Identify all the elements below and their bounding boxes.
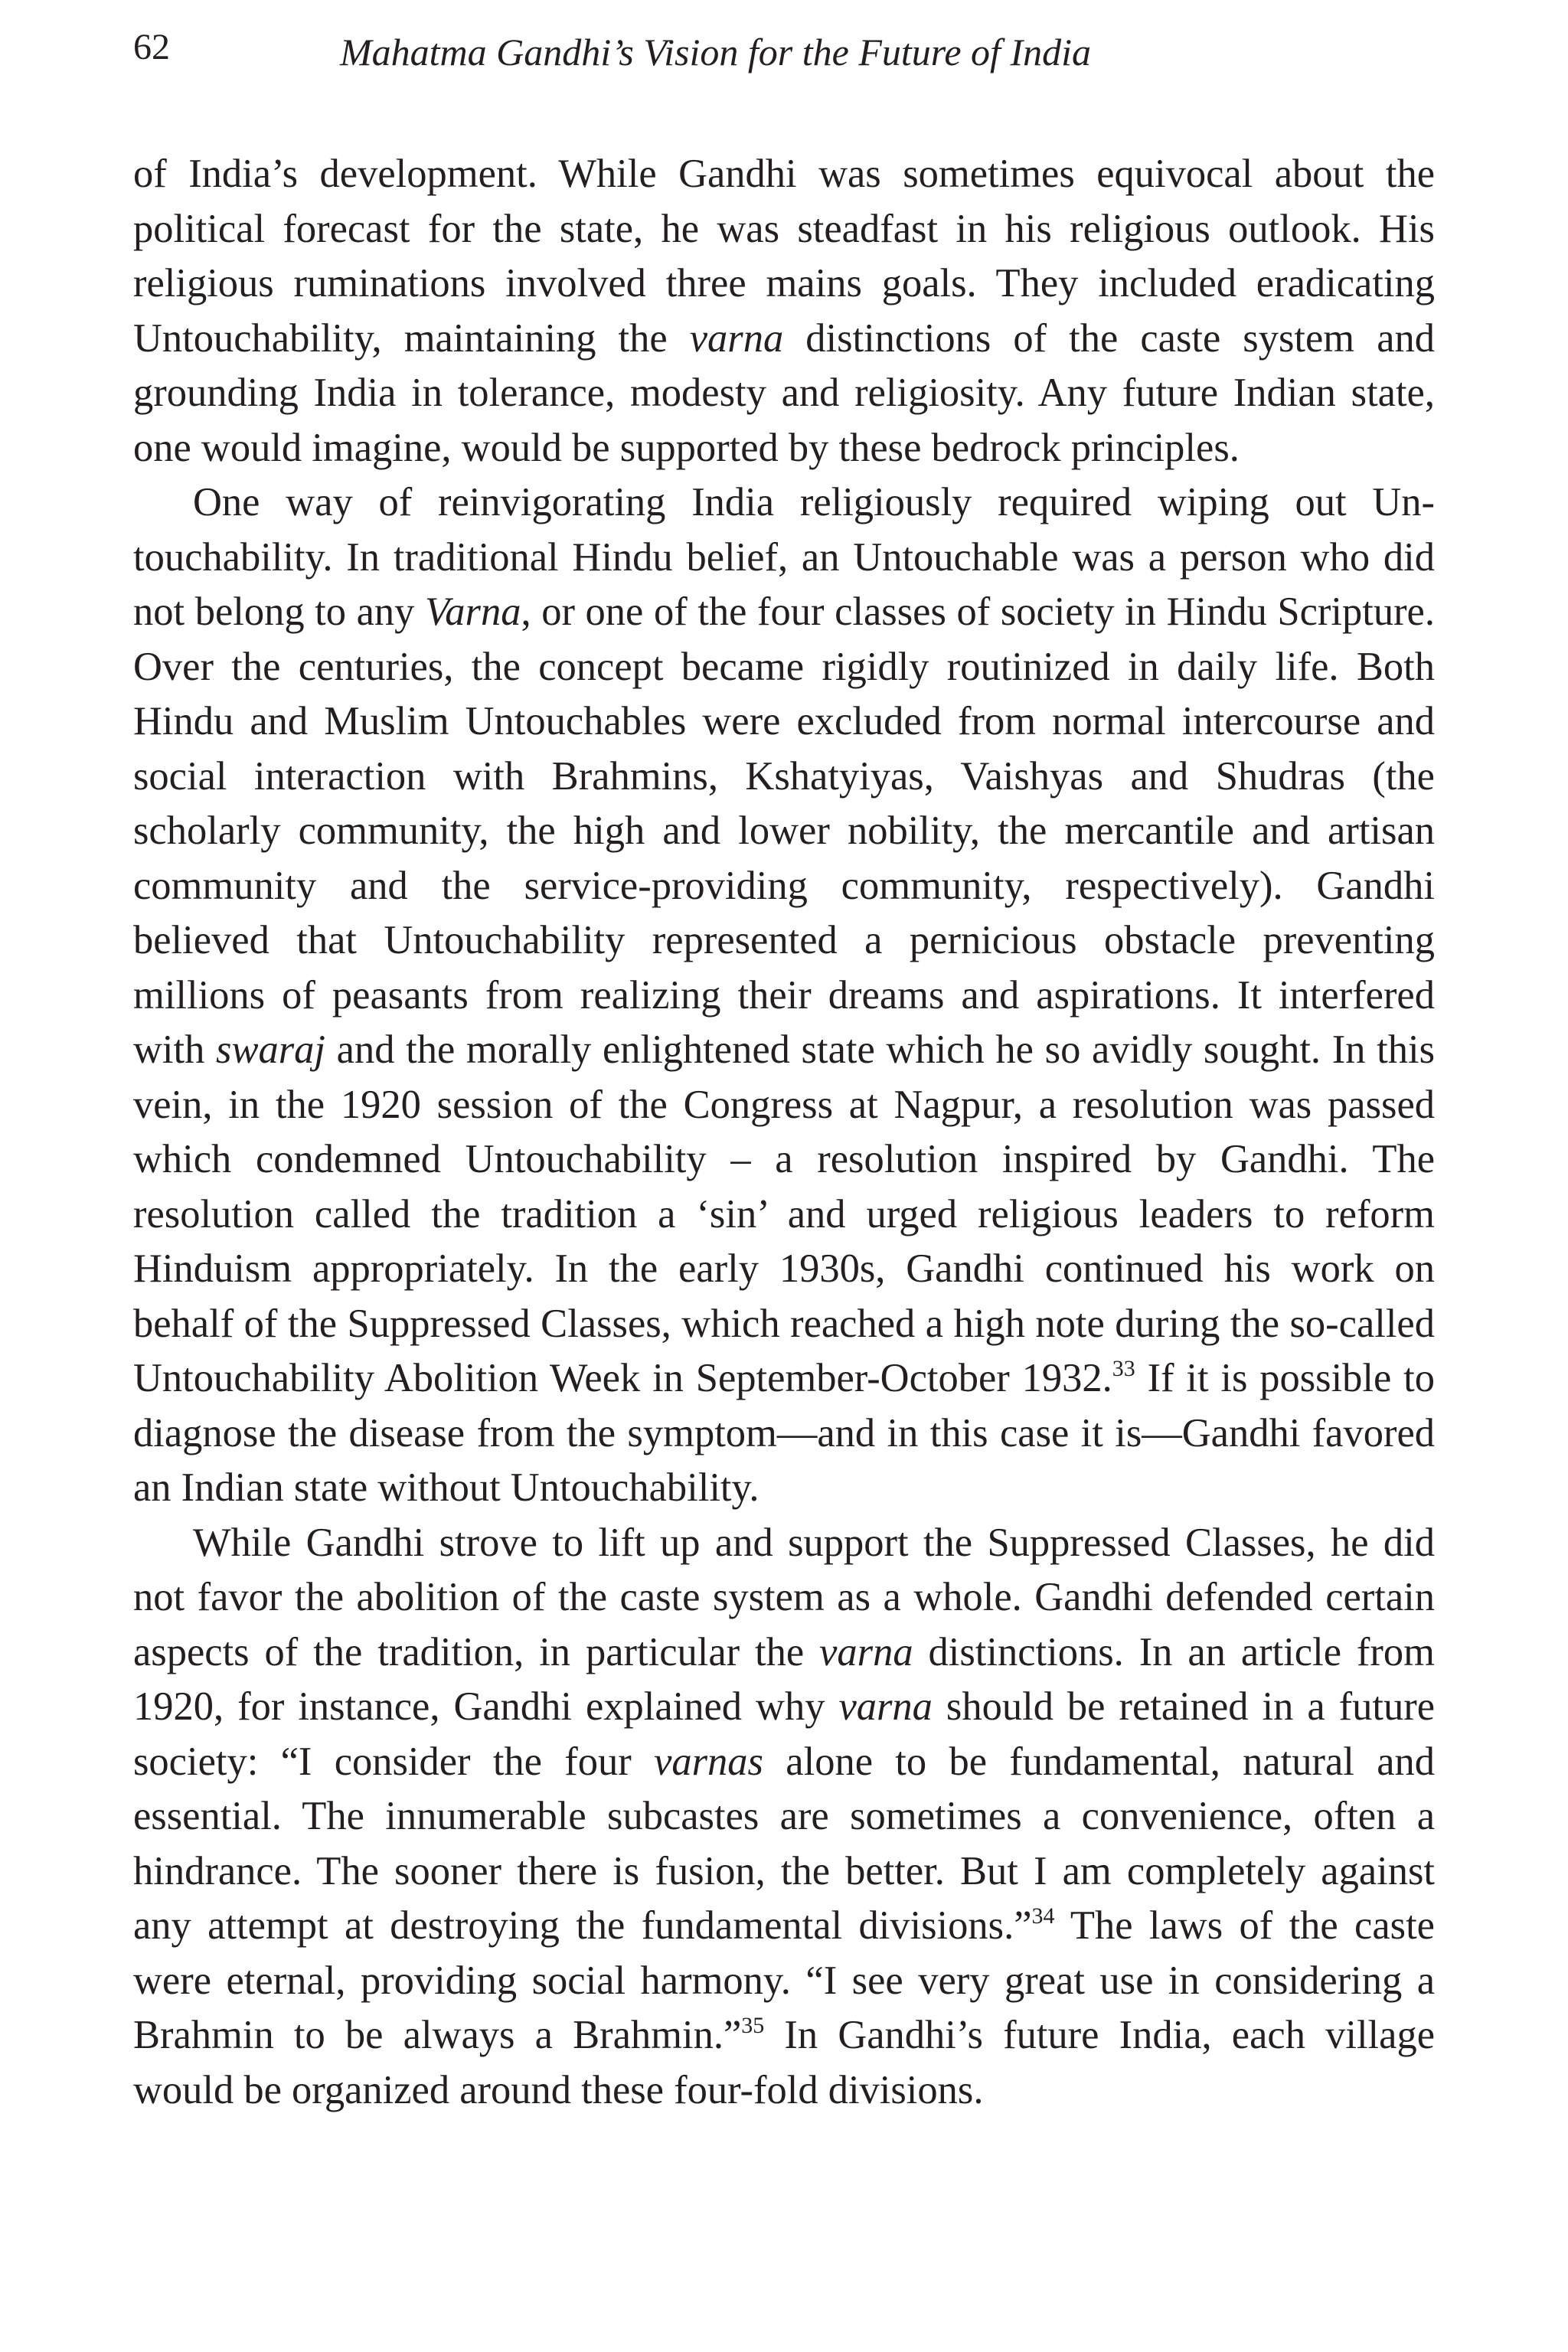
italic-term: varna bbox=[819, 1629, 913, 1674]
paragraph-2 bbox=[133, 475, 1435, 1516]
text-run: While Gandhi strove to lift up and support the Suppressed Classes, he did not favor the abolition of the caste system as a whole. Gandhi defended certain aspects of the tradition, in particular the bbox=[133, 1520, 1435, 1674]
italic-term: swaraj bbox=[216, 1027, 325, 1072]
footnote-marker: 34 bbox=[1031, 1903, 1055, 1929]
footnote-marker: 35 bbox=[741, 2012, 765, 2038]
italic-term: Varna bbox=[425, 590, 521, 634]
italic-term: varna bbox=[689, 315, 784, 361]
text-run: The laws of the caste were eternal, providing social harmony. “I see very great use in considering a Brahmin to be always a Brahmin.” bbox=[133, 1903, 1435, 2057]
paragraph-3 bbox=[133, 1516, 1435, 2118]
text-run: If it is possible to diagnose the disease from the symptom—and in this case it is—Gandhi favored an Indian state without Untouchability. bbox=[133, 1356, 1435, 1510]
italic-term: varna bbox=[838, 1684, 933, 1729]
text-run: alone to be fundamental, natural and essential. The innumerable subcastes are sometimes a convenience, often a hindrance. The sooner there is fusion, the better. But I am completely against any attempt at destroying the fundamental divisions.” bbox=[133, 1739, 1435, 1948]
text-run: , or one of the four classes of society in Hindu Scripture. Over the centuries, the concept became rigidly routinized in daily life. Both Hindu and Muslim Untouchables were excluded from normal intercourse and social interaction with Brahmins, Kshatyiyas, Vaishyas and Shudras (the scholarly community, the high and lower nobility, the mercantile and artisan community and the service-providing community, respectively). Gandhi believed that Untouchability represented a pernicious obstacle preventing millions of peasants from realizing their dreams and aspirations. It interfered with bbox=[133, 590, 1435, 1072]
paragraph-1 bbox=[133, 147, 1435, 475]
book-page bbox=[133, 26, 1435, 2118]
italic-term: varnas bbox=[654, 1739, 763, 1784]
text-run: distinctions. In an article from 1920, for instance, Gandhi explained why bbox=[133, 1629, 1435, 1729]
text-run: One way of reinvigorating India religiously required wiping out Untouchability. In traditional Hindu belief, an Untouchable was a person who did not belong to any bbox=[133, 480, 1435, 634]
page-number: 62 bbox=[133, 27, 170, 67]
footnote-marker: 33 bbox=[1112, 1355, 1135, 1381]
body-text bbox=[133, 147, 1435, 2118]
page-header bbox=[133, 26, 1435, 95]
text-run: In Gandhi’s future India, each village would be organized around these four-fold divisions. bbox=[133, 2013, 1435, 2112]
text-run: and the morally enlightened state which he so avidly sought. In this vein, in the 1920 session of the Congress at Nagpur, a resolution was passed which condemned Untouchability – a resolution inspired by Gandhi. The resolution called the tradition a ‘sin’ and urged religious leaders to reform Hinduism appropriately. In the early 1930s, Gandhi continued his work on behalf of the Suppressed Classes, which reached a high note during the so-called Untouchability Abolition Week in September-October 1932. bbox=[133, 1027, 1436, 1400]
text-run: distinctions of the caste system and grounding India in tolerance, modesty and religiosity. Any future Indian state, one would imagine, would be supported by these bedrock principles. bbox=[133, 315, 1435, 470]
text-run: of India’s development. While Gandhi was sometimes equivocal about the political forecast for the state, he was steadfast in his religious outlook. His religious ruminations involved three mains goals. They included eradicating Untouchability, maintaining the bbox=[133, 152, 1435, 361]
text-run: should be retained in a future society: “I consider the four bbox=[133, 1684, 1435, 1784]
running-title: Mahatma Gandhi’s Vision for the Future of India bbox=[340, 31, 1091, 74]
